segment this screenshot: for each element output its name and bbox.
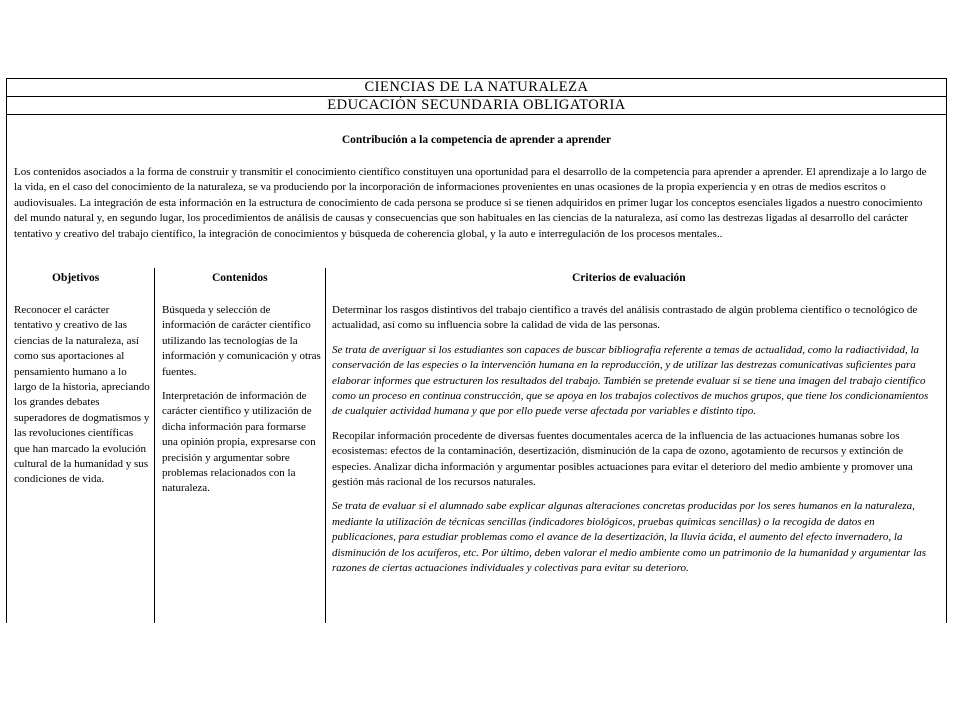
criterio-description: Se trata de evaluar si el alumnado sabe explicar algunas alteraciones concretas producidas por los seres humanos en la naturaleza, mediante la utilización de técnicas sencillas (indicadores biológicos, pruebas químicas sencillas) o la recogida de datos en publicaciones, para estudiar problemas como el avance de la desertización, la lluvia ácida, el aumento del efecto invernadero, la disminución de los acuíferos, etc. Por último, deben valorar el medio ambiente como un patrimonio de la humanidad y argumentar las razones de ciertas actuaciones individuales y colectivas para evitar su deterioro. xyxy=(332,500,927,575)
column-header-contenidos: Contenidos xyxy=(212,272,268,284)
objetivo-text: Reconocer el carácter tentativo y creativo de las ciencias de la naturaleza, así como sus aportaciones al pensamiento humano a lo largo de la historia, apreciando los grandes debates superadores de dogmatismos y las revoluciones científicas que han marcado la evolución cultural de la humanidad y sus condiciones de vida. xyxy=(14,304,150,486)
competence-title: Contribución a la competencia de aprender a aprender xyxy=(341,134,612,146)
criterios-cell xyxy=(332,303,940,586)
column-header-objetivos: Objetivos xyxy=(52,272,100,284)
column-header-criterios: Criterios de evaluación xyxy=(572,272,686,284)
document-table xyxy=(6,78,947,623)
competence-text: Los contenidos asociados a la forma de construir y transmitir el conocimiento científico constituyen una oportunidad para el desarrollo de la competencia para aprender a aprender. El aprendizaje a lo largo de la vida, en el caso del conocimiento de la naturaleza, se va produciendo por la incorporación de informaciones provenientes en unas ocasiones de la propia experiencia y en otras de medios escritos o audiovisuales. La integración de esta información en la estructura de conocimiento de cada persona se produce si se tienen adquiridos en primer lugar los conceptos esenciales ligados a nuestro conocimiento del mundo natural y, en segundo lugar, los procedimientos de análisis de causas y consecuencias que son habituales en las ciencias de la naturaleza, así como las destrezas ligadas al desarrollo del carácter tentativo y creativo del trabajo científico, la integración de conocimientos y búsqueda de coherencia global, y la auto e interregulación de los procesos mentales.. xyxy=(14,166,927,240)
stage-title: EDUCACIÓN SECUNDARIA OBLIGATORIA xyxy=(7,97,946,115)
contenido-item: Interpretación de información de carácter científico y utilización de dicha información para formarse una opinión propia, expresarse con precisión y argumentar sobre problemas relacionados con la naturaleza. xyxy=(162,390,316,495)
contenido-item: Búsqueda y selección de información de carácter científico utilizando las tecnologías de la información y comunicación y otras fuentes. xyxy=(162,304,321,378)
criterio-text: Recopilar información procedente de diversas fuentes documentales acerca de la influencia de las actuaciones humanas sobre los ecosistemas: efectos de la contaminación, desertización, disminución de la capa de ozono, agotamiento de recursos y extinción de especies. Analizar dicha información y argumentar posibles actuaciones para evitar el deterioro del medio ambiente y promover una gestión más racional de los recursos naturales. xyxy=(332,429,913,489)
subject-title: CIENCIAS DE LA NATURALEZA xyxy=(7,79,946,97)
criterio-text: Determinar los rasgos distintivos del trabajo científico a través del análisis contrastado de algún problema científico o tecnológico de actualidad, así como su influencia sobre la calidad de vida de las personas. xyxy=(332,304,918,332)
criterio-description: Se trata de averiguar si los estudiantes son capaces de buscar bibliografía referente a temas de actualidad, como la radiactividad, la conservación de las especies o la intervención humana en la reproducción, y de utilizar las destrezas comunicativas suficientes para elaborar informes que estructuren los resultados del trabajo. También se pretende evaluar si se tiene una imagen del trabajo científico como un proceso en continua construcción, que se apoya en los trabajos colectivos de muchos grupos, que tiene los condicionamientos de cualquier actividad humana y que por ello puede verse afectada por variables e distinto tipo. xyxy=(332,343,929,418)
column-divider xyxy=(325,268,326,623)
contenidos-cell xyxy=(162,303,322,506)
objetivos-cell xyxy=(14,303,150,497)
column-divider xyxy=(154,268,155,623)
